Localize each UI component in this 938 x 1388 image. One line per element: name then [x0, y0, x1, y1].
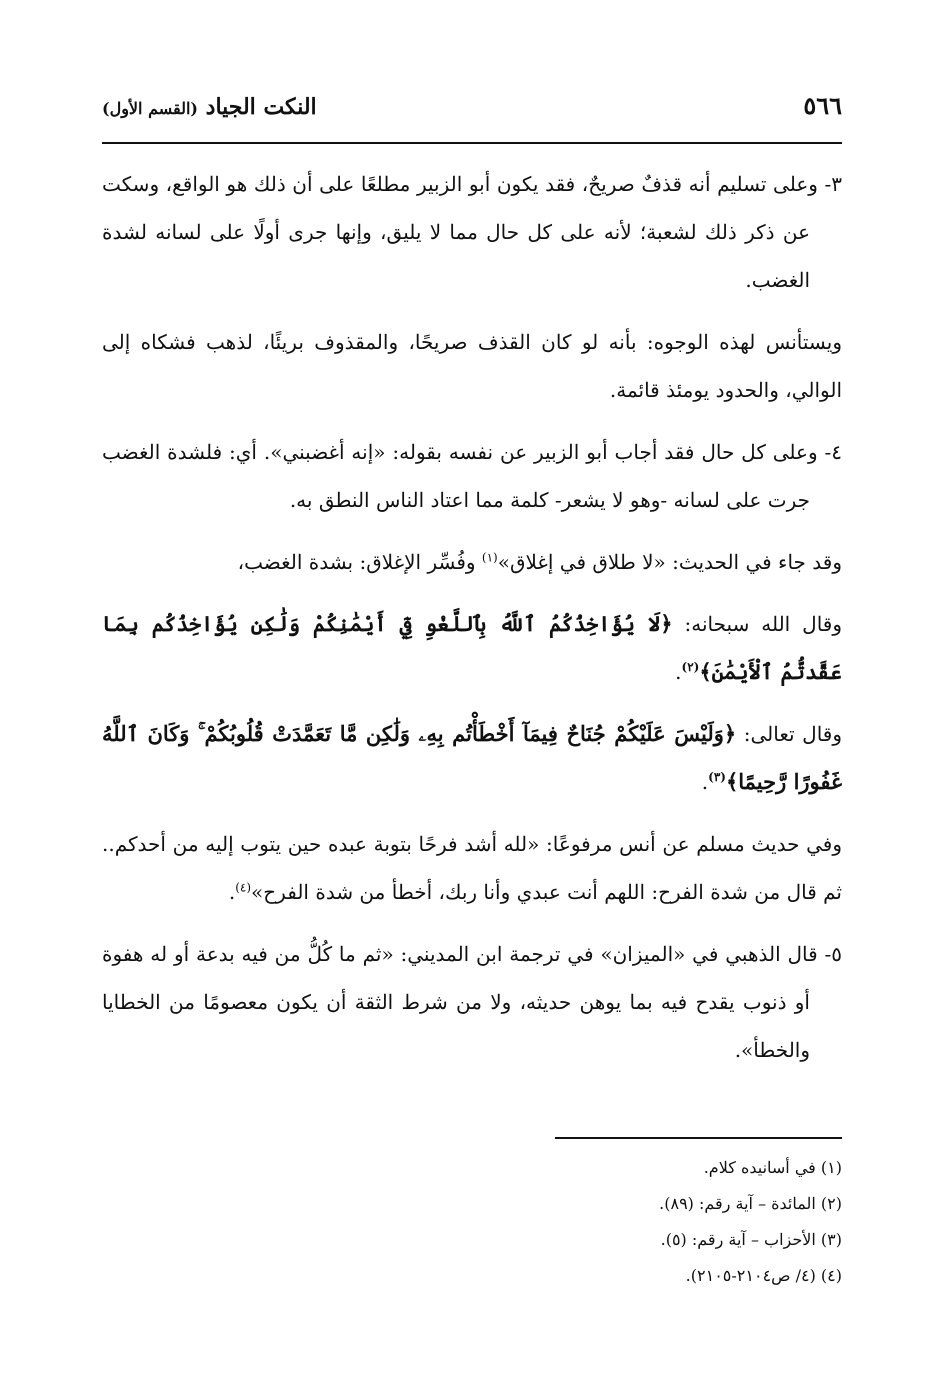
paragraph-hadith-ighlaq [102, 538, 842, 586]
paragraph-hadith-muslim [102, 820, 842, 916]
paragraph-text: ويستأنس لهذه الوجوه: بأنه لو كان القذف صريحًا، والمقذوف بريئًا، لذهب فشكاه إلى الوالي، والحدود يومئذ قائمة. [102, 330, 842, 402]
paragraph-text: ٥- قال الذهبي في «الميزان» في ترجمة ابن المديني: «ثم ما كُلُّ من فيه بدعة أو له هفوة أو ذنوب يقدح فيه بما يوهن حديثه، ولا من شرط الثقة أن يكون معصومًا من الخطايا والخطأ». [102, 942, 842, 1062]
book-title: النكت الجياد [205, 94, 317, 120]
quran-verse: ﴿وَلَيْسَ عَلَيْكُمْ جُنَاحٌ فِيمَآ أَخْطَأْتُم بِهِۦ وَلَٰكِن مَّا تَعَمَّدَتْ قُلُوبُكُمْ ۚ وَكَانَ ٱللَّهُ غَفُورًا رَّحِيمًا﴾ [102, 721, 842, 794]
paragraph-point-4 [102, 428, 842, 524]
main-text [102, 160, 842, 1088]
paragraph-end: . [701, 770, 709, 794]
paragraph-quran-maidah [102, 600, 842, 696]
footnote-ref[interactable]: (٤) [235, 880, 252, 895]
paragraph-text: وقد جاء في الحديث: «لا طلاق في إغلاق» [497, 550, 842, 574]
paragraph-lead: وقال تعالى: [736, 722, 843, 746]
footnote-1: (١) في أسانيده كلام. [703, 1158, 842, 1177]
footnote-3: (٣) الأحزاب – آية رقم: (٥). [660, 1230, 842, 1249]
paragraph-point-5 [102, 930, 842, 1074]
paragraph-text: ٣- وعلى تسليم أنه قذفٌ صريحٌ، فقد يكون أبو الزبير مطلعًا على أن ذلك هو الواقع، وسكت عن ذكر ذلك لشعبة؛ لأنه على كل حال مما لا يليق، وإنها جرى أولًا على لسانه لشدة الغضب. [102, 172, 842, 292]
footnote-2: (٢) المائدة – آية رقم: (٨٩). [659, 1194, 842, 1213]
book-subtitle: (القسم الأول) [102, 99, 198, 118]
header-rule [102, 142, 842, 144]
paragraph-end: . [675, 660, 682, 684]
running-title [102, 94, 317, 120]
footnote-ref[interactable]: (٣) [708, 770, 726, 784]
page-header [102, 86, 842, 120]
footnote-rule [555, 1137, 842, 1139]
paragraph-text-continued: وفُسِّر الإغلاق: بشدة الغضب، [237, 550, 482, 574]
paragraph-text: وفي حديث مسلم عن أنس مرفوعًا: «لله أشد فرحًا بتوبة عبده حين يتوب إليه من أحدكم.. ثم قال من شدة الفرح: اللهم أنت عبدي وأنا ربك، أخطأ من شدة الفرح» [102, 832, 842, 904]
paragraph-text: ٤- وعلى كل حال فقد أجاب أبو الزبير عن نفسه بقوله: «إنه أغضبني». أي: فلشدة الغضب جرت على لسانه -وهو لا يشعر- كلمة مما اعتاد الناس النطق به. [102, 440, 842, 512]
paragraph-support [102, 318, 842, 414]
paragraph-lead: وقال الله سبحانه: [672, 612, 842, 636]
paragraph-end: . [228, 880, 236, 904]
footnote-ref[interactable]: (١) [481, 550, 498, 565]
quran-verse: ﴿لَا يُؤَاخِذُكُمُ ٱللَّهُ بِٱللَّغْوِ فِيٓ أَيْمَٰنِكُمْ وَلَٰكِن يُؤَاخِذُكُم بِمَا عَقَّدتُّمُ ٱلْأَيْمَٰنَ﴾ [102, 611, 842, 684]
paragraph-quran-ahzab [102, 710, 842, 806]
paragraph-point-3 [102, 160, 842, 304]
footnote-4: (٤) (٤/ ص٢١٠٤-٢١٠٥). [685, 1266, 842, 1285]
page-number: ٥٦٦ [803, 91, 842, 120]
footnotes [102, 1150, 842, 1294]
footnote-ref[interactable]: (٢) [681, 660, 700, 674]
